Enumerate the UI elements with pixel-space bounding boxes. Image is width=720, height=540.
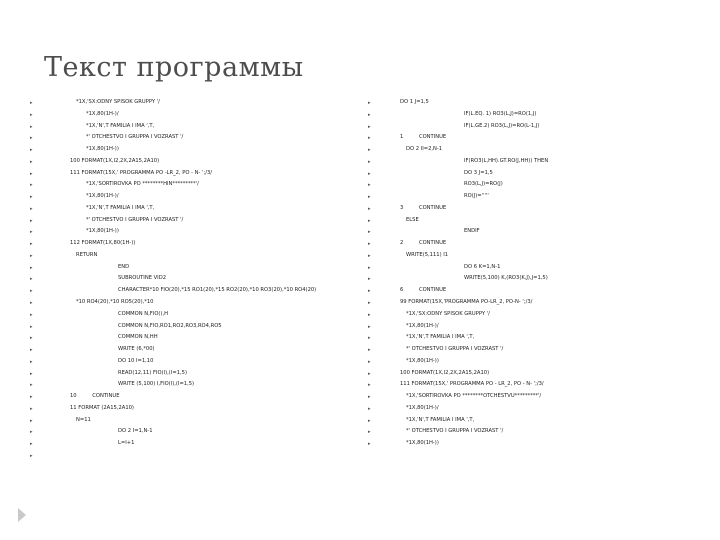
bullet-icon: ▸ bbox=[30, 382, 33, 389]
code-line bbox=[30, 144, 360, 156]
code-text: *1X,'N',T FAMILIA I IMA ',T, bbox=[406, 334, 475, 341]
bullet-icon: ▸ bbox=[368, 264, 371, 271]
bullet-icon: ▸ bbox=[368, 288, 371, 295]
bullet-icon: ▸ bbox=[30, 205, 33, 212]
code-line bbox=[30, 179, 360, 191]
code-text: 2 CONTINUE bbox=[400, 240, 447, 247]
code-text: RO(J)=''''' bbox=[464, 193, 489, 200]
code-line bbox=[368, 144, 698, 156]
code-line bbox=[368, 226, 698, 238]
code-text: WRITE(5,111) I1 bbox=[406, 251, 449, 258]
bullet-icon: ▸ bbox=[368, 252, 371, 259]
code-line bbox=[368, 215, 698, 227]
code-text: IF(RO3(L,HH).GT.RO(J,HH)) THEN bbox=[464, 157, 549, 164]
bullet-icon: ▸ bbox=[30, 252, 33, 259]
code-text: *1X,80(1H-)) bbox=[406, 440, 439, 447]
code-text: *1X,'N',T FAMILIA I IMA ',T, bbox=[86, 204, 155, 211]
code-line bbox=[30, 332, 360, 344]
code-line bbox=[30, 344, 360, 356]
code-line bbox=[368, 379, 698, 391]
bullet-icon: ▸ bbox=[30, 276, 33, 283]
bullet-icon: ▸ bbox=[368, 358, 371, 365]
code-line bbox=[30, 262, 360, 274]
code-line bbox=[30, 156, 360, 168]
code-line bbox=[368, 368, 698, 380]
code-line bbox=[30, 226, 360, 238]
code-text: *1X,'SX:ODNY SPISOK GRUPPY '/ bbox=[76, 99, 160, 105]
code-text: L=I+1 bbox=[118, 440, 135, 447]
code-line bbox=[368, 344, 698, 356]
bullet-icon: ▸ bbox=[30, 358, 33, 365]
code-line bbox=[368, 156, 698, 168]
code-text: *' OTCHESTVO I GRUPPA I VOZRAST '/ bbox=[86, 216, 184, 223]
code-text: 11 FORMAT (2A15,2A10) bbox=[70, 404, 134, 411]
next-slide-arrow-icon[interactable] bbox=[18, 508, 26, 522]
code-text: 10 CONTINUE bbox=[70, 393, 120, 400]
code-text: *1X,'N',T FAMILIA I IMA ',T, bbox=[406, 416, 475, 423]
bullet-icon: ▸ bbox=[30, 123, 33, 130]
bullet-icon: ▸ bbox=[30, 158, 33, 165]
bullet-icon: ▸ bbox=[30, 323, 33, 330]
code-text: IF(L.GE.2) RO3(L,J)=RO(L-1,J) bbox=[464, 122, 540, 129]
bullet-icon: ▸ bbox=[30, 429, 33, 436]
bullet-icon: ▸ bbox=[368, 405, 371, 412]
code-line bbox=[368, 262, 698, 274]
bullet-icon: ▸ bbox=[30, 288, 33, 295]
code-text: 111 FORMAT(15X,' PROGRAMMA PO -LR_2, PO - N- ';/3/ bbox=[70, 169, 213, 176]
bullet-icon: ▸ bbox=[30, 182, 33, 189]
code-line bbox=[368, 415, 698, 427]
code-text: DO 1 J=1,5 bbox=[400, 99, 429, 105]
code-text: 99 FORMAT(15X,'PROGRAMMA PO-LR_2, PO-N- ';/3/ bbox=[400, 299, 533, 306]
code-text: DO 2 I=1,N-1 bbox=[118, 428, 153, 435]
code-line bbox=[368, 285, 698, 297]
code-line bbox=[30, 215, 360, 227]
bullet-icon: ▸ bbox=[368, 300, 371, 307]
bullet-icon: ▸ bbox=[30, 264, 33, 271]
bullet-icon: ▸ bbox=[368, 111, 371, 118]
code-line bbox=[368, 132, 698, 144]
code-line bbox=[368, 356, 698, 368]
code-line bbox=[30, 203, 360, 215]
bullet-icon: ▸ bbox=[30, 405, 33, 412]
code-line bbox=[30, 109, 360, 121]
code-line bbox=[368, 250, 698, 262]
code-text: *1X,80(1H-)/ bbox=[406, 322, 439, 329]
bullet-icon: ▸ bbox=[30, 194, 33, 201]
bullet-icon: ▸ bbox=[30, 100, 33, 106]
code-text: *' OTCHESTVO I GRUPPA I VOZRAST '/ bbox=[86, 134, 184, 141]
code-line bbox=[30, 285, 360, 297]
code-text: N=11 bbox=[76, 416, 91, 423]
bullet-icon: ▸ bbox=[30, 441, 33, 448]
code-line bbox=[368, 321, 698, 333]
code-text: IF(L.EQ. 1) RO3(L,J)=RO(1,J) bbox=[464, 110, 537, 117]
code-line bbox=[30, 368, 360, 380]
code-text: 1 CONTINUE bbox=[400, 134, 447, 141]
code-column-right bbox=[368, 97, 698, 450]
code-text: RO3(L,J)=RO(J) bbox=[464, 181, 503, 188]
code-text: *1X,80(1H-)) bbox=[406, 357, 439, 364]
bullet-icon: ▸ bbox=[30, 111, 33, 118]
code-line bbox=[30, 403, 360, 415]
code-text: *1X,80(1H-)/ bbox=[406, 404, 439, 411]
code-text: *1X,'SX:ODNY SPISOK GRUPPY '/ bbox=[406, 310, 490, 317]
bullet-icon: ▸ bbox=[368, 135, 371, 142]
code-text: DO 3 J=1,5 bbox=[464, 169, 493, 176]
code-line bbox=[30, 438, 360, 450]
bullet-icon: ▸ bbox=[368, 335, 371, 342]
code-line bbox=[30, 379, 360, 391]
bullet-icon: ▸ bbox=[30, 335, 33, 342]
code-column-left bbox=[30, 97, 360, 462]
bullet-icon: ▸ bbox=[30, 170, 33, 177]
code-text: *1X,'SORTIROVKA PO ********HIN*********'/ bbox=[86, 181, 199, 188]
bullet-icon: ▸ bbox=[30, 147, 33, 154]
code-line bbox=[30, 121, 360, 133]
code-line bbox=[368, 97, 698, 109]
code-text: 112 FORMAT(1X,80(1H-)) bbox=[70, 240, 136, 247]
code-line bbox=[30, 297, 360, 309]
code-line bbox=[368, 438, 698, 450]
code-line bbox=[30, 191, 360, 203]
code-text: READ(12,11) FIO(I),(I=1,5) bbox=[118, 369, 187, 376]
bullet-icon: ▸ bbox=[30, 135, 33, 142]
code-text: 111 FORMAT(15X,' PROGRAMMA PO - LR_2, PO - N- ';/3/ bbox=[400, 381, 544, 388]
code-line bbox=[368, 203, 698, 215]
code-line bbox=[30, 273, 360, 285]
bullet-icon: ▸ bbox=[368, 370, 371, 377]
bullet-icon: ▸ bbox=[368, 217, 371, 224]
code-text: DO 2 II=2,N-1 bbox=[406, 146, 443, 153]
bullet-icon: ▸ bbox=[368, 170, 371, 177]
code-line bbox=[30, 238, 360, 250]
code-line bbox=[368, 297, 698, 309]
code-text: *' OTCHESTVO I GRUPPA I VOZRAST '/ bbox=[406, 346, 504, 353]
bullet-icon: ▸ bbox=[368, 276, 371, 283]
code-line bbox=[30, 391, 360, 403]
bullet-icon: ▸ bbox=[368, 323, 371, 330]
code-line bbox=[368, 332, 698, 344]
code-line bbox=[30, 309, 360, 321]
code-line bbox=[30, 450, 360, 462]
code-text: COMMON N,HH bbox=[118, 334, 158, 341]
bullet-icon: ▸ bbox=[368, 394, 371, 401]
code-text: *' OTCHESTVO I GRUPPA I VOZRAST '/ bbox=[406, 428, 504, 435]
code-text: END bbox=[118, 263, 130, 270]
bullet-icon: ▸ bbox=[368, 311, 371, 318]
code-text: COMMON N,FIO,RO1,RO2,RO3,RO4,RO5 bbox=[118, 322, 222, 329]
code-text: 3 CONTINUE bbox=[400, 204, 447, 211]
code-text: 100 FORMAT(1X,I2,2X,2A15,2A10) bbox=[70, 157, 160, 164]
bullet-icon: ▸ bbox=[30, 300, 33, 307]
code-text: *1X,'SORTIROVKA PO ********OTCHESTVU*********'/ bbox=[406, 393, 542, 400]
bullet-icon: ▸ bbox=[368, 429, 371, 436]
bullet-icon: ▸ bbox=[30, 417, 33, 424]
bullet-icon: ▸ bbox=[368, 205, 371, 212]
code-line bbox=[30, 132, 360, 144]
bullet-icon: ▸ bbox=[30, 241, 33, 248]
code-line bbox=[30, 250, 360, 262]
code-line bbox=[368, 403, 698, 415]
code-text: 100 FORMAT(1X,I2,2X,2A15,2A10) bbox=[400, 369, 490, 376]
page-title: Текст программы bbox=[44, 52, 304, 83]
bullet-icon: ▸ bbox=[368, 382, 371, 389]
code-text: *1X,'N',T FAMILIA I IMA ',T, bbox=[86, 122, 155, 129]
code-line bbox=[368, 121, 698, 133]
bullet-icon: ▸ bbox=[368, 241, 371, 248]
code-text: RETURN bbox=[76, 251, 98, 258]
code-line bbox=[368, 238, 698, 250]
bullet-icon: ▸ bbox=[30, 370, 33, 377]
bullet-icon: ▸ bbox=[30, 311, 33, 318]
code-line bbox=[30, 415, 360, 427]
code-text: DO 10 I=1,10 bbox=[118, 357, 154, 364]
bullet-icon: ▸ bbox=[30, 347, 33, 354]
code-text: WRITE (5,100) I,FIO(I),(I=1,5) bbox=[118, 381, 195, 388]
code-text: *1X,80(1H-)) bbox=[86, 228, 119, 235]
code-text: WRITE(5,100) K,(RO3(K,J),J=1,5) bbox=[464, 275, 548, 282]
bullet-icon: ▸ bbox=[368, 182, 371, 189]
bullet-icon: ▸ bbox=[368, 347, 371, 354]
code-line bbox=[368, 426, 698, 438]
bullet-icon: ▸ bbox=[30, 394, 33, 401]
code-text: ELSE bbox=[406, 216, 419, 223]
bullet-icon: ▸ bbox=[368, 417, 371, 424]
bullet-icon: ▸ bbox=[368, 147, 371, 154]
code-line bbox=[368, 391, 698, 403]
code-text: CHARACTER*10 FIO(20),*15 RO1(20),*15 RO2(20),*10 RO3(20),*10 RO4(20) bbox=[118, 287, 317, 294]
code-text: SUBROUTINE VID2 bbox=[118, 275, 167, 282]
code-line bbox=[368, 109, 698, 121]
code-line bbox=[30, 97, 360, 109]
bullet-icon: ▸ bbox=[30, 217, 33, 224]
code-line bbox=[30, 168, 360, 180]
code-text: DO 6 K=1,N-1 bbox=[464, 263, 501, 270]
code-line bbox=[368, 179, 698, 191]
bullet-icon: ▸ bbox=[30, 229, 33, 236]
code-text: *10 RO4(20),*10 RO5(20),*10 bbox=[76, 299, 154, 306]
code-line bbox=[368, 273, 698, 285]
code-text: COMMON N,FIO(),H bbox=[118, 310, 168, 317]
bullet-icon: ▸ bbox=[368, 100, 371, 106]
bullet-icon: ▸ bbox=[30, 452, 33, 459]
bullet-icon: ▸ bbox=[368, 123, 371, 130]
bullet-icon: ▸ bbox=[368, 441, 371, 448]
bullet-icon: ▸ bbox=[368, 158, 371, 165]
code-line bbox=[30, 426, 360, 438]
bullet-icon: ▸ bbox=[368, 229, 371, 236]
code-text: ENDIF bbox=[464, 228, 480, 235]
code-text: *1X,80(1H-)/ bbox=[86, 193, 119, 200]
code-line bbox=[30, 321, 360, 333]
code-text: *1X,80(1H-)) bbox=[86, 146, 119, 153]
code-text: WRITE (6,*00) bbox=[118, 346, 155, 353]
bullet-icon: ▸ bbox=[368, 194, 371, 201]
code-text: *1X,80(1H-)/ bbox=[86, 110, 119, 117]
code-line bbox=[368, 191, 698, 203]
code-text: 6 CONTINUE bbox=[400, 287, 447, 294]
code-line bbox=[368, 309, 698, 321]
code-line bbox=[30, 356, 360, 368]
code-line bbox=[368, 168, 698, 180]
